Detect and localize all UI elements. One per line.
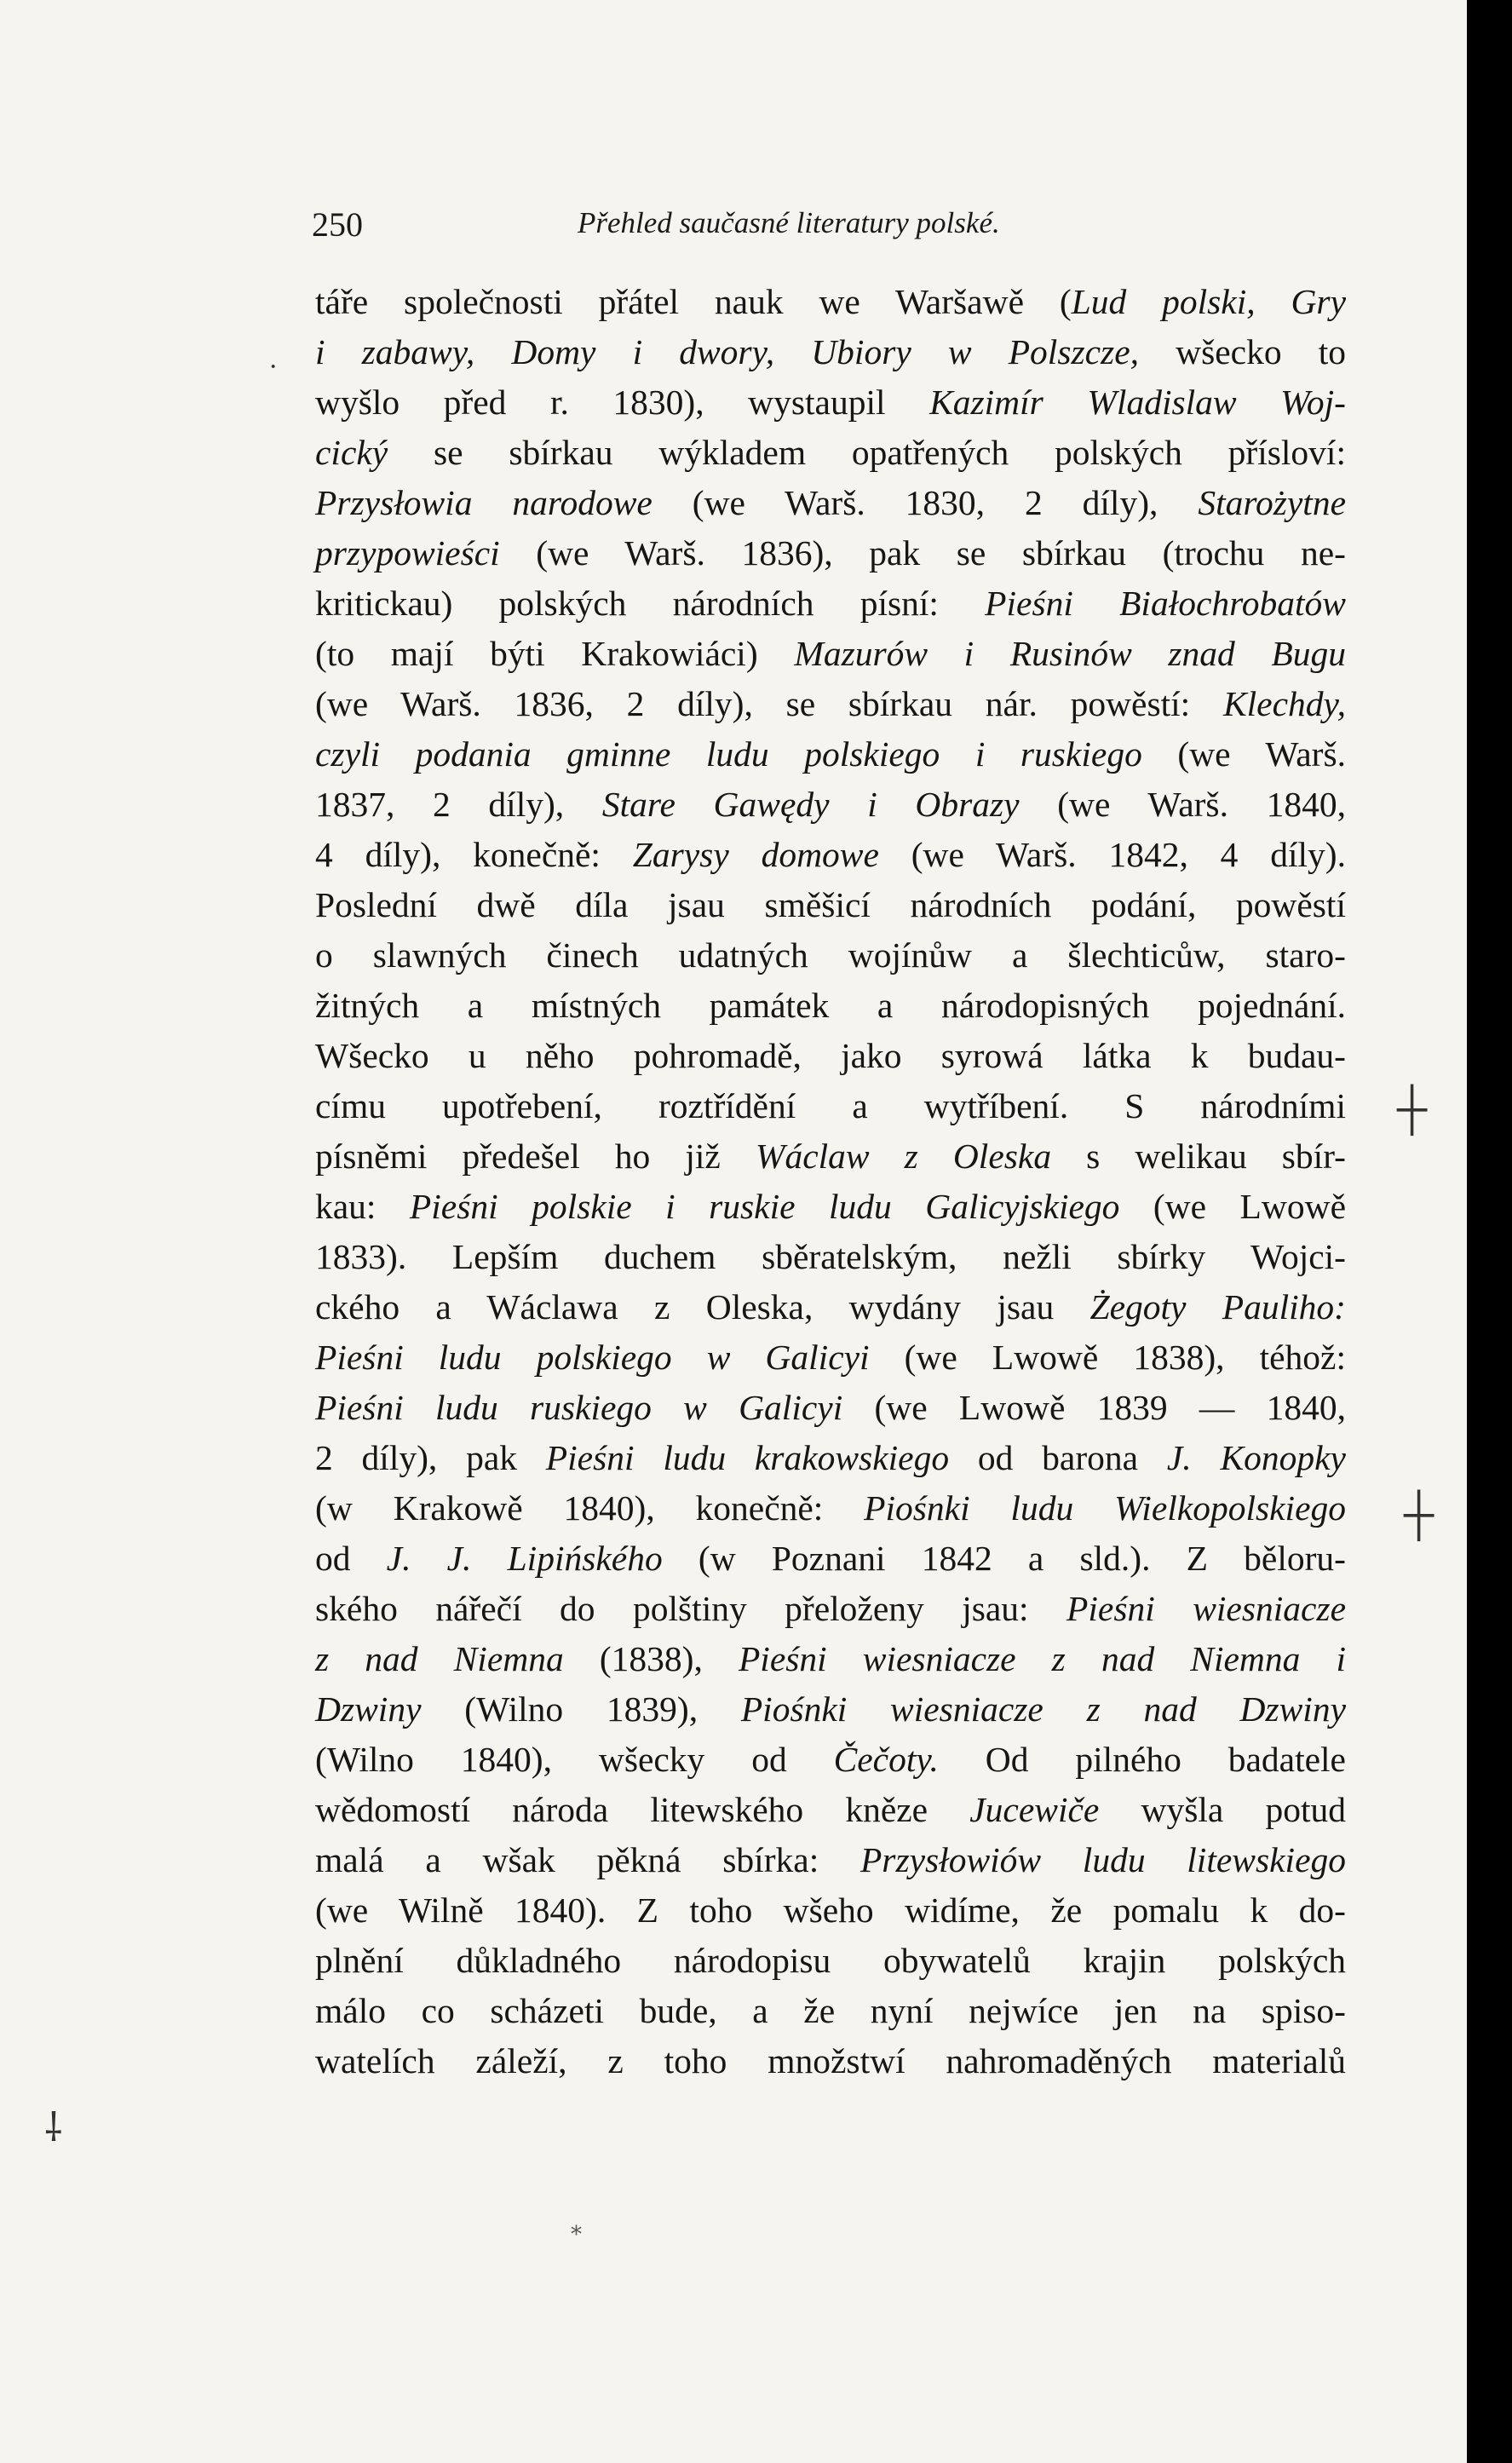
text-run: s welikau sbír- — [1051, 1137, 1346, 1176]
text-line — [315, 1031, 1346, 1081]
italic-title: Pieśni ludu ruskiego w Galicyi — [315, 1388, 843, 1427]
text-line — [315, 1282, 1346, 1332]
margin-tick-mark: ┼ — [1404, 1490, 1434, 1538]
text-line — [315, 981, 1346, 1031]
text-line — [315, 880, 1346, 930]
body-text — [315, 277, 1346, 2086]
italic-title: Zarysy domowe — [632, 835, 879, 874]
text-line — [315, 528, 1346, 578]
text-line — [315, 1383, 1346, 1433]
text-run: kau: — [315, 1187, 410, 1226]
text-run: (we Warš. 1840, — [1019, 785, 1346, 824]
text-run: (we Warš. 1830, 2 díly), — [652, 483, 1199, 522]
text-line — [315, 1483, 1346, 1534]
text-run: wědomostí národa litewského kněze — [315, 1790, 970, 1829]
text-run: plnění důkladného národopisu obywatelů krajin polských — [315, 1941, 1346, 1980]
running-head-title: Přehled saučasné literatury polské. — [578, 206, 1000, 239]
text-run: (1838), — [563, 1639, 739, 1678]
text-run: watelích záleží, z toho množstwí nahromaděných materialů — [315, 2041, 1346, 2080]
text-run: 4 díly), konečně: — [315, 835, 633, 874]
italic-title: Piośnki wiesniacze z nad Dzwiny — [740, 1689, 1346, 1729]
text-run: malá a wšak pěkná sbírka: — [315, 1840, 860, 1879]
margin-tick-mark: ┼ — [1397, 1085, 1428, 1132]
italic-title: Pieśni wiesniacze — [1066, 1589, 1346, 1628]
italic-title: Przysłowiów ludu litewskiego — [859, 1840, 1346, 1879]
text-run: (we Lwowě — [1119, 1187, 1346, 1226]
italic-title: Stare Gawędy i Obrazy — [601, 785, 1020, 824]
scan-border — [1467, 0, 1512, 2463]
text-run: (to mají býti Krakowiáci) — [315, 634, 795, 673]
text-line — [315, 1232, 1346, 1282]
page-number: 250 — [312, 205, 363, 244]
text-run: címu upotřebení, roztřídění a wytříbení. S národními — [315, 1086, 1346, 1125]
text-run: wšecko to — [1139, 332, 1346, 371]
italic-title: Pieśni ludu krakowskiego — [545, 1438, 950, 1477]
italic-title: Klechdy, — [1222, 684, 1346, 723]
text-run: táře společnosti přátel nauk we Waršawě ( — [315, 282, 1072, 321]
italic-title: Lud polski, Gry — [1071, 282, 1346, 321]
text-run: (Wilno 1840), wšecky od — [315, 1740, 834, 1779]
italic-title: Pieśni polskie i ruskie ludu Galicyjskiego — [409, 1187, 1120, 1226]
text-line — [315, 1835, 1346, 1885]
text-run: od barona — [949, 1438, 1167, 1477]
text-run: žitných a místných památek a národopisných pojednání. — [315, 986, 1346, 1025]
text-line — [315, 1534, 1346, 1584]
text-run: (w Krakowě 1840), konečně: — [315, 1488, 865, 1528]
italic-title: Żegoty Pauliho: — [1089, 1287, 1346, 1326]
text-line — [315, 830, 1346, 880]
italic-title: Pieśni wiesniacze z nad Niemna i — [738, 1639, 1347, 1678]
text-run: ckého a Wáclawa z Oleska, wydány jsau — [315, 1287, 1090, 1326]
text-run: (we Lwowě 1839 — 1840, — [842, 1388, 1346, 1427]
italic-title: cický — [315, 433, 388, 472]
text-run: (we Warš. 1836, 2 díly), se sbírkau nár. powěstí: — [315, 684, 1223, 723]
text-line — [315, 1081, 1346, 1131]
italic-title: Pieśni ludu polskiego w Galicyi — [315, 1338, 870, 1377]
text-run: kritickau) polských národních písní: — [315, 584, 986, 623]
text-run: (we Lwowě 1838), téhož: — [869, 1338, 1346, 1377]
text-line — [315, 1584, 1346, 1634]
text-line — [315, 1634, 1346, 1684]
text-line — [315, 327, 1346, 377]
italic-title: Kazimír Wladislaw Woj- — [929, 383, 1346, 422]
text-run: wyšlo před r. 1830), wystaupil — [315, 383, 930, 422]
text-line — [315, 780, 1346, 830]
text-run: (we Warš. 1836), pak se sbírkau (trochu ne- — [499, 533, 1346, 573]
text-run: wyšla potud — [1099, 1790, 1346, 1829]
text-line — [315, 930, 1346, 981]
text-run: od — [315, 1539, 387, 1578]
bottom-scan-mark: ⁎ — [571, 2215, 582, 2240]
text-run: Poslední dwě díla jsau směšicí národních podání, powěstí — [315, 885, 1346, 924]
italic-title: Jucewiče — [969, 1790, 1100, 1829]
text-run: (we Warš. 1842, 4 díly). — [878, 835, 1346, 874]
text-run: 1833). Lepším duchem sběratelským, nežli sbírky Wojci- — [315, 1237, 1346, 1276]
text-run: písněmi předešel ho již — [315, 1137, 756, 1176]
italic-title: przypowieści — [315, 533, 500, 573]
text-line — [315, 1131, 1346, 1182]
text-run: se sbírkau wýkladem opatřených polských přísloví: — [388, 433, 1346, 472]
italic-title: Piośnki ludu Wielkopolskiego — [864, 1488, 1346, 1528]
italic-title: czyli podania gminne ludu polskiego i ruskiego — [315, 734, 1142, 774]
text-line — [315, 1684, 1346, 1735]
text-line — [315, 2036, 1346, 2086]
text-line — [315, 377, 1346, 428]
italic-title: z nad Niemna — [315, 1639, 564, 1678]
running-head — [312, 204, 1078, 245]
italic-title: J. J. Lipińského — [386, 1539, 663, 1578]
italic-title: i zabawy, Domy i dwory, Ubiory w Polszcze, — [315, 332, 1139, 371]
text-run: (we Wilně 1840). Z toho wšeho widíme, že pomalu k do- — [315, 1890, 1346, 1930]
text-line — [315, 1785, 1346, 1835]
italic-title: J. Konopky — [1166, 1438, 1346, 1477]
text-line — [315, 478, 1346, 528]
text-run: (we Warš. — [1141, 734, 1346, 774]
text-line — [315, 1986, 1346, 2036]
italic-title: Mazurów i Rusinów znad Bugu — [794, 634, 1346, 673]
italic-title: Wáclaw z Oleska — [755, 1137, 1052, 1176]
text-line — [315, 277, 1346, 327]
text-run: (Wilno 1839), — [421, 1689, 741, 1729]
text-line — [315, 1433, 1346, 1483]
text-run: 2 díly), pak — [315, 1438, 546, 1477]
text-run: 1837, 2 díly), — [315, 785, 602, 824]
text-line — [315, 1936, 1346, 1986]
text-run: málo co scházeti bude, a že nyní nejwíce jen na spiso- — [315, 1991, 1346, 2030]
text-line — [315, 1735, 1346, 1785]
italic-title: Čečoty. — [833, 1740, 939, 1779]
text-line — [315, 729, 1346, 780]
text-run: (w Poznani 1842 a sld.). Z běloru- — [662, 1539, 1346, 1578]
margin-dot-mark: · — [268, 351, 279, 383]
italic-title: Starożytne — [1198, 483, 1346, 522]
text-run: ského nářečí do polštiny přeloženy jsau: — [315, 1589, 1067, 1628]
italic-title: Pieśni Białochrobatów — [985, 584, 1346, 623]
text-run: Wšecko u něho pohromadě, jako syrowá látka k budau- — [315, 1036, 1346, 1075]
text-line — [315, 428, 1346, 478]
text-line — [315, 679, 1346, 729]
text-line — [315, 1332, 1346, 1383]
italic-title: Dzwiny — [315, 1689, 422, 1729]
margin-scan-mark: ⸸ — [44, 2106, 63, 2149]
text-line — [315, 629, 1346, 679]
text-line — [315, 1182, 1346, 1232]
text-run: o slawných činech udatných wojínůw a šlechticůw, staro- — [315, 935, 1346, 975]
text-line — [315, 578, 1346, 629]
text-line — [315, 1885, 1346, 1936]
text-run: Od pilného badatele — [938, 1740, 1346, 1779]
italic-title: Przysłowia narodowe — [315, 483, 653, 522]
